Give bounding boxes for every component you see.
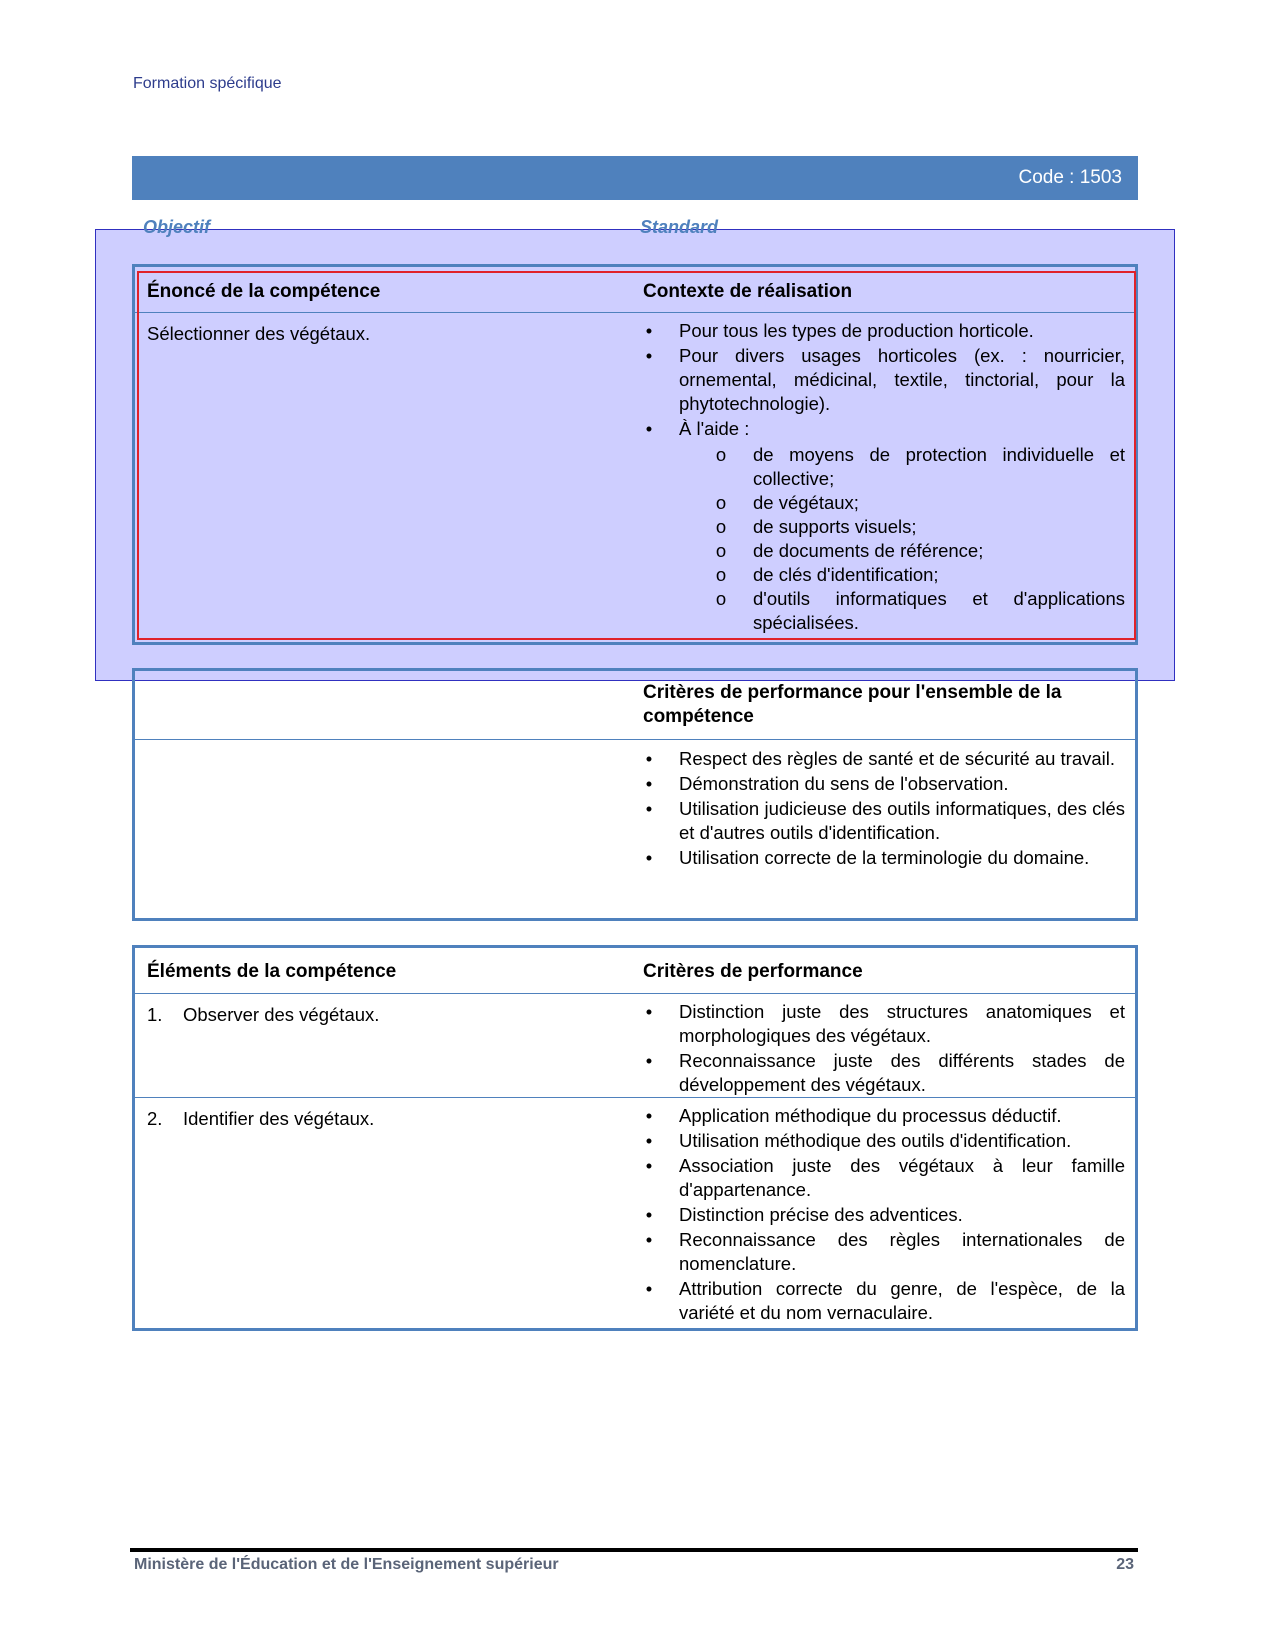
bullet-icon: • [645, 798, 653, 819]
sub-list-item: o de supports visuels; [715, 516, 917, 537]
list-item: • Démonstration du sens de l'observation. [643, 772, 1125, 796]
section-label: Formation spécifique [133, 75, 282, 92]
sub-bullet-icon: o [715, 564, 727, 585]
page-number: 23 [1116, 1556, 1134, 1573]
list-item: • Respect des règles de santé et de sécurité au travail. [643, 747, 1125, 771]
list-item: • Association juste des végétaux à leur famille d'appartenance. [643, 1154, 1125, 1202]
list-item: • Pour tous les types de production horticole. [643, 319, 1125, 343]
list-item: • Distinction juste des structures anatomiques et morphologiques des végétaux. [643, 1000, 1125, 1048]
competence-table [132, 264, 1138, 645]
bullet-icon: • [645, 1001, 653, 1022]
list-item: • Reconnaissance des règles internationales de nomenclature. [643, 1228, 1125, 1276]
bullet-icon: • [645, 1204, 653, 1225]
sub-bullet-icon: o [715, 492, 727, 513]
element-2-criteria [643, 1104, 1125, 1326]
overall-criteria-header: Critères de performance pour l'ensemble de la compétence [643, 682, 1062, 727]
competence-statement: Sélectionner des végétaux. [147, 323, 371, 344]
list-item: • Application méthodique du processus déductif. [643, 1104, 1125, 1128]
bullet-icon: • [645, 1130, 653, 1151]
context-list [643, 319, 1125, 636]
element-label: Identifier des végétaux. [183, 1108, 375, 1129]
context-header: Contexte de réalisation [643, 281, 853, 302]
list-item: • À l'aide : o de moyens de protection individuelle et collective; o de végétaux; o de supports visuels; o de documents de référence; o de clés d'identification; o d'outils informatiques et d'applications spécialisées. [643, 417, 1125, 635]
bullet-icon: • [645, 1155, 653, 1176]
list-item: • Utilisation judicieuse des outils informatiques, des clés et d'autres outils d'identification. [643, 797, 1125, 845]
code-text: Code : 1503 [1018, 167, 1122, 188]
sub-bullet-icon: o [715, 516, 727, 537]
footer [134, 1556, 1134, 1574]
code-bar [132, 156, 1138, 200]
bullet-icon: • [645, 748, 653, 769]
bullet-icon: • [645, 345, 653, 366]
divider [135, 312, 1135, 313]
bullet-icon: • [645, 1105, 653, 1126]
element-number: 1. [147, 1004, 163, 1025]
sub-list-item: o de moyens de protection individuelle et collective; [715, 444, 1125, 489]
bullet-icon: • [645, 1229, 653, 1250]
element-row-2 [147, 1107, 375, 1131]
sub-bullet-icon: o [715, 540, 727, 561]
performance-header: Critères de performance [643, 961, 863, 982]
sub-list-item: o de documents de référence; [715, 540, 984, 561]
bullet-icon: • [645, 1278, 653, 1299]
footer-rule [130, 1548, 1138, 1552]
sub-list-item: o de végétaux; [715, 492, 859, 513]
bullet-icon: • [645, 320, 653, 341]
element-label: Observer des végétaux. [183, 1004, 380, 1025]
ministry-name: Ministère de l'Éducation et de l'Enseignement supérieur [134, 1556, 559, 1573]
overall-criteria-list [643, 747, 1125, 871]
element-number: 2. [147, 1108, 163, 1129]
elements-table [132, 945, 1138, 1331]
list-item: • Distinction précise des adventices. [643, 1203, 1125, 1227]
element-1-criteria [643, 1000, 1125, 1098]
bullet-icon: • [645, 418, 653, 439]
list-item: • Utilisation correcte de la terminologie du domaine. [643, 846, 1125, 870]
list-item: • Reconnaissance juste des différents stades de développement des végétaux. [643, 1049, 1125, 1097]
elements-header: Éléments de la compétence [147, 961, 397, 982]
sub-bullet-icon: o [715, 444, 727, 465]
overall-criteria-table [132, 668, 1138, 921]
list-item: • Utilisation méthodique des outils d'identification. [643, 1129, 1125, 1153]
divider [135, 739, 1135, 740]
divider [135, 1097, 1135, 1098]
objective-label: Objectif [143, 217, 211, 237]
bullet-icon: • [645, 1050, 653, 1071]
element-row-1 [147, 1003, 380, 1027]
bullet-icon: • [645, 847, 653, 868]
competence-header: Énoncé de la compétence [147, 281, 381, 302]
list-item: • Attribution correcte du genre, de l'espèce, de la variété et du nom vernaculaire. [643, 1277, 1125, 1325]
standard-label: Standard [640, 217, 719, 237]
sub-bullet-icon: o [715, 588, 727, 609]
sub-list-item: o d'outils informatiques et d'applications spécialisées. [715, 588, 1125, 633]
bullet-icon: • [645, 773, 653, 794]
sub-list-item: o de clés d'identification; [715, 564, 939, 585]
list-item: • Pour divers usages horticoles (ex. : nourricier, ornemental, médicinal, textile, tinctorial, pour la phytotechnologie). [643, 344, 1125, 416]
divider [135, 993, 1135, 994]
